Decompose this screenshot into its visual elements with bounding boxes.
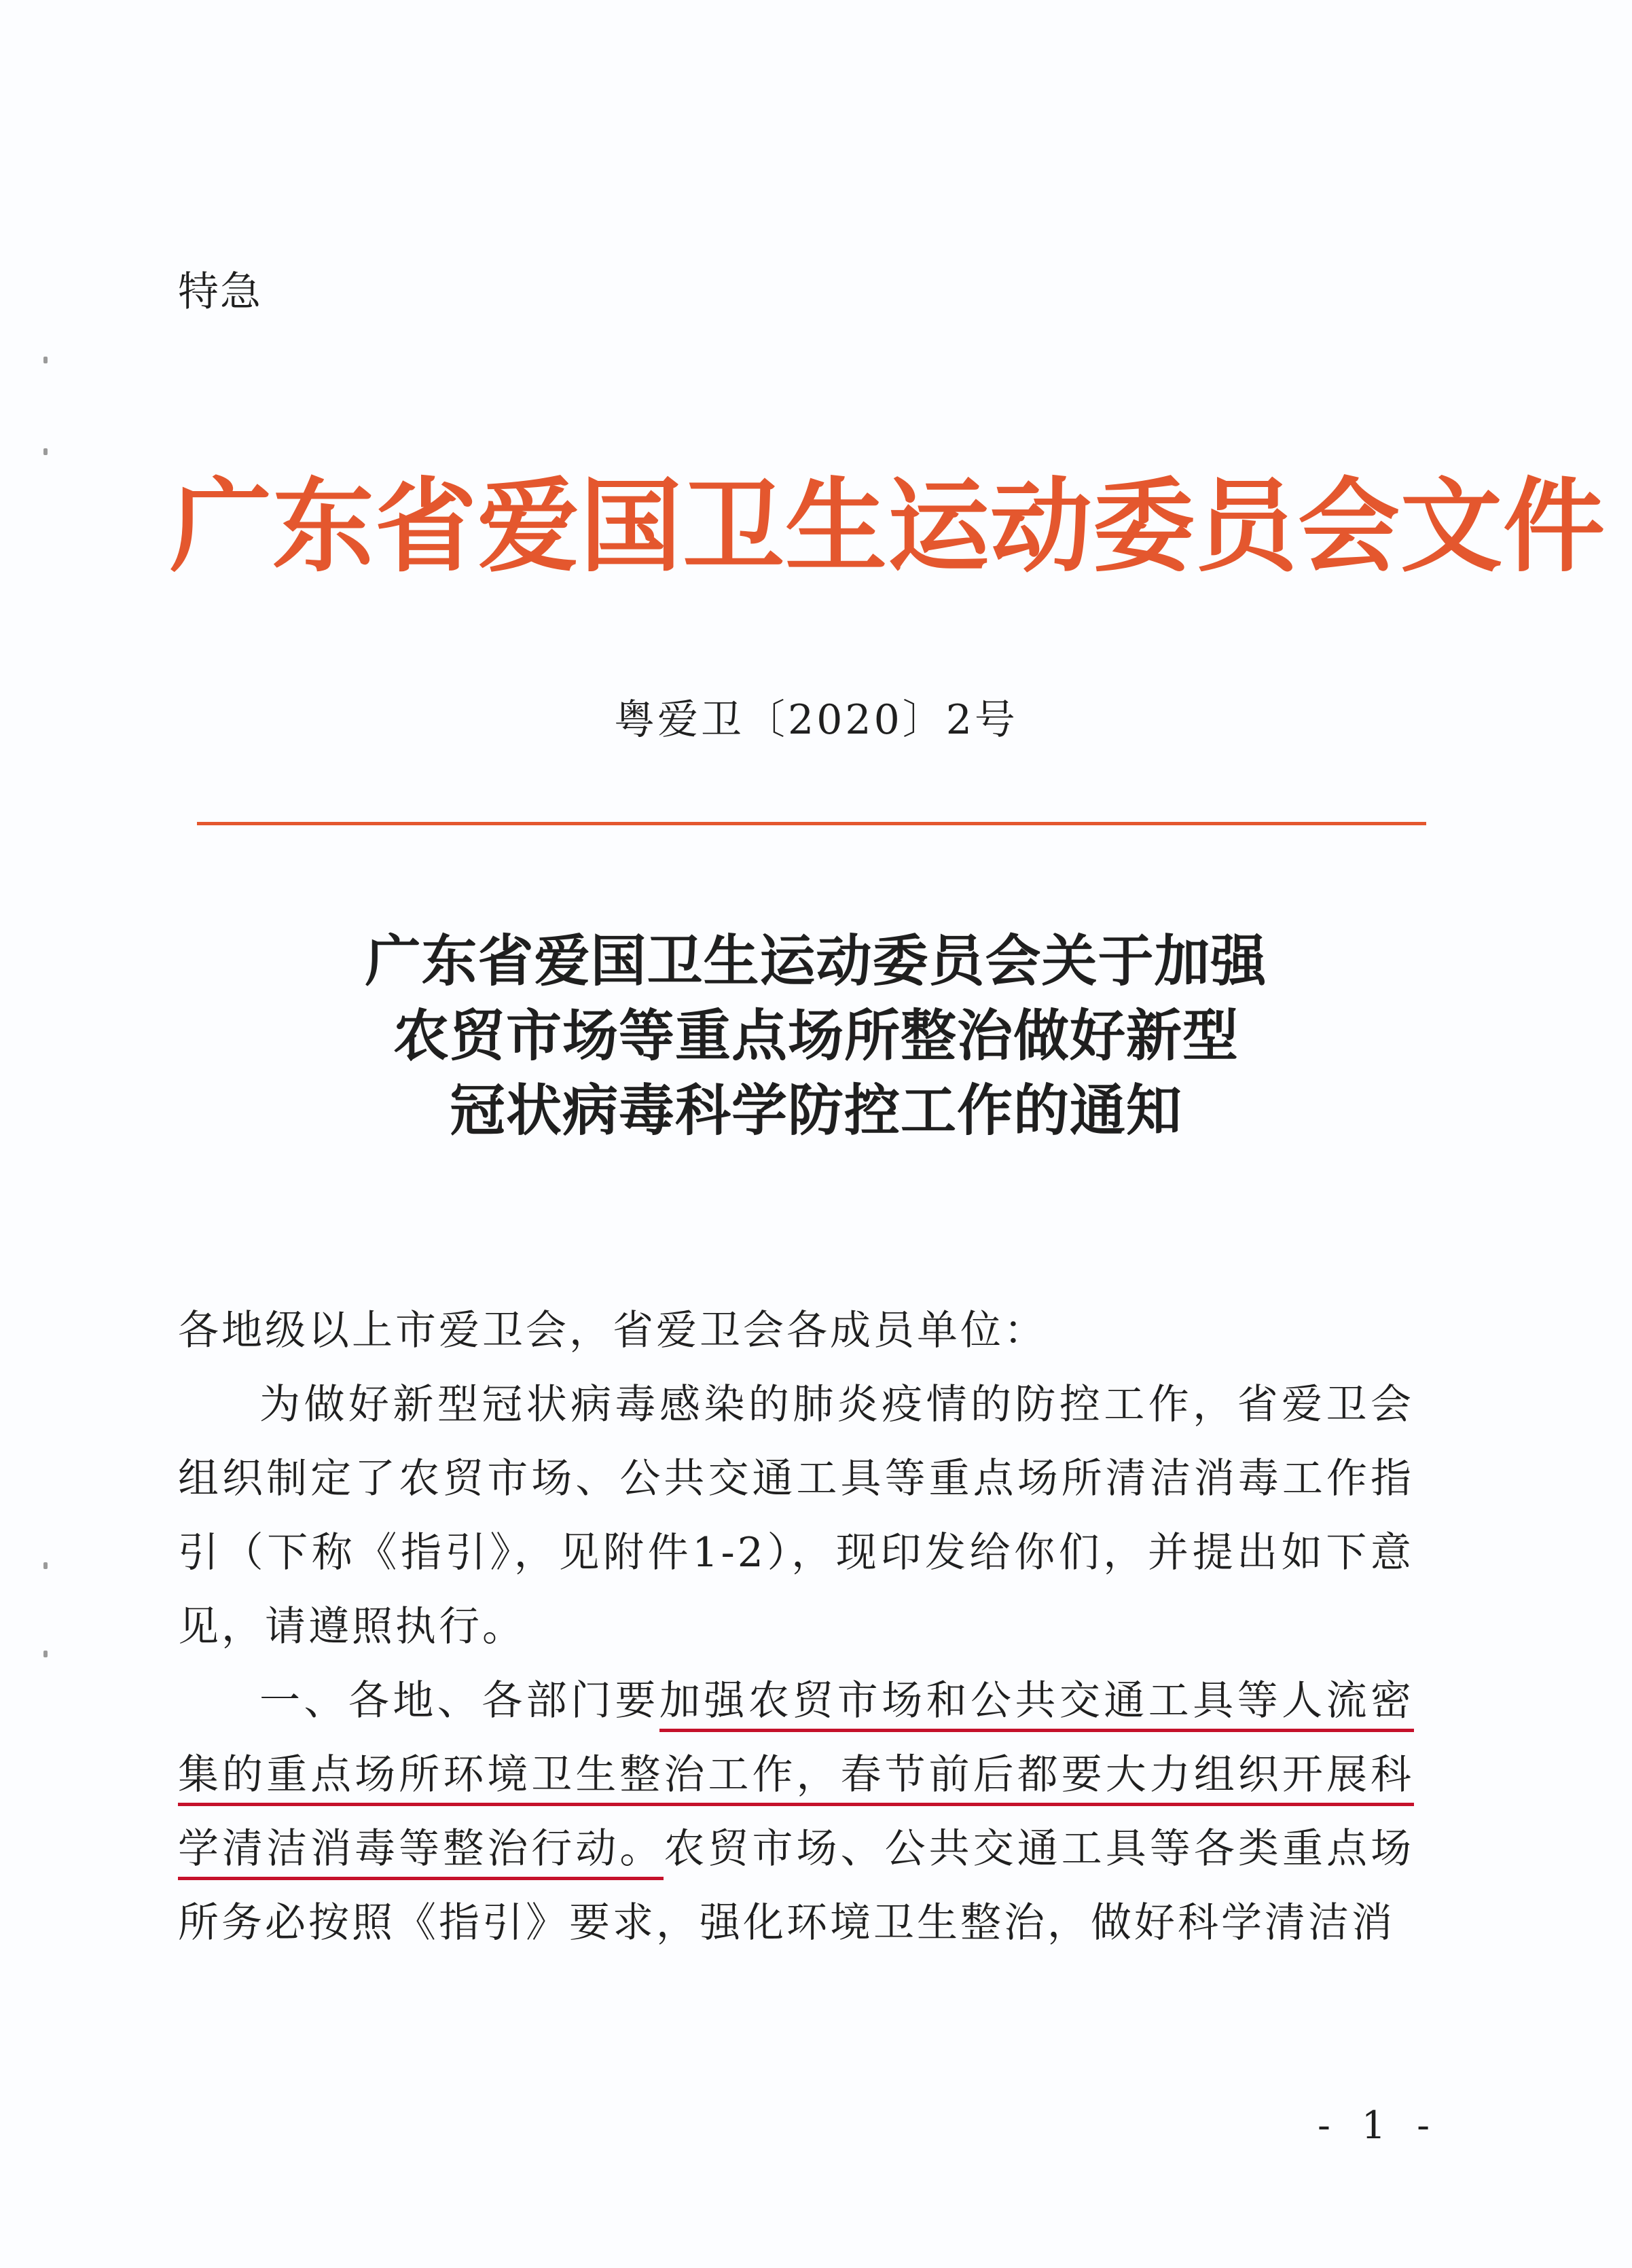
underlined-passage: 加强农贸市场和公共交通工具等人流密集的重点场所环境卫生整治工作，春节前后都要大力组织开展科学清洁消毒等整治行动。 [178, 1677, 1414, 1880]
header-divider [197, 822, 1426, 825]
scan-speck [43, 1562, 48, 1569]
urgency-label: 特急 [178, 268, 262, 316]
paragraph-continuation: 农贸市场、公共交通工具等各类重点场所务必按照《指引》要求，强化环境卫生整治，做好科学清洁消 [178, 1825, 1415, 1947]
salutation: 各地级以上市爱卫会，省爱卫会各成员单位： [178, 1307, 1047, 1354]
paragraph-item-one [178, 1664, 1414, 1960]
paragraph-lead: 一、各地、各部门要 [259, 1677, 659, 1725]
page-number: - 1 - [1318, 2104, 1440, 2148]
scan-speck [43, 357, 48, 363]
document-header: 广东省爱国卫生运动委员会文件 [170, 467, 1606, 586]
document-number: 粤爱卫〔2020〕2号 [614, 696, 1018, 744]
title-line: 冠状病毒科学防控工作的通知 [449, 1078, 1182, 1143]
scan-speck [43, 1651, 48, 1657]
title-line: 广东省爱国卫生运动委员会关于加强 [365, 929, 1267, 994]
document-title [0, 924, 1632, 1148]
title-line: 农贸市场等重点场所整治做好新型 [393, 1003, 1239, 1068]
document-body [178, 1294, 1414, 1960]
scan-speck [43, 448, 48, 455]
paragraph-intro: 为做好新型冠状病毒感染的肺炎疫情的防控工作，省爱卫会组织制定了农贸市场、公共交通工具等重点场所清洁消毒工作指引（下称《指引》，见附件1-2），现印发给你们，并提出如下意见，请遵照执行。 [178, 1381, 1414, 1651]
